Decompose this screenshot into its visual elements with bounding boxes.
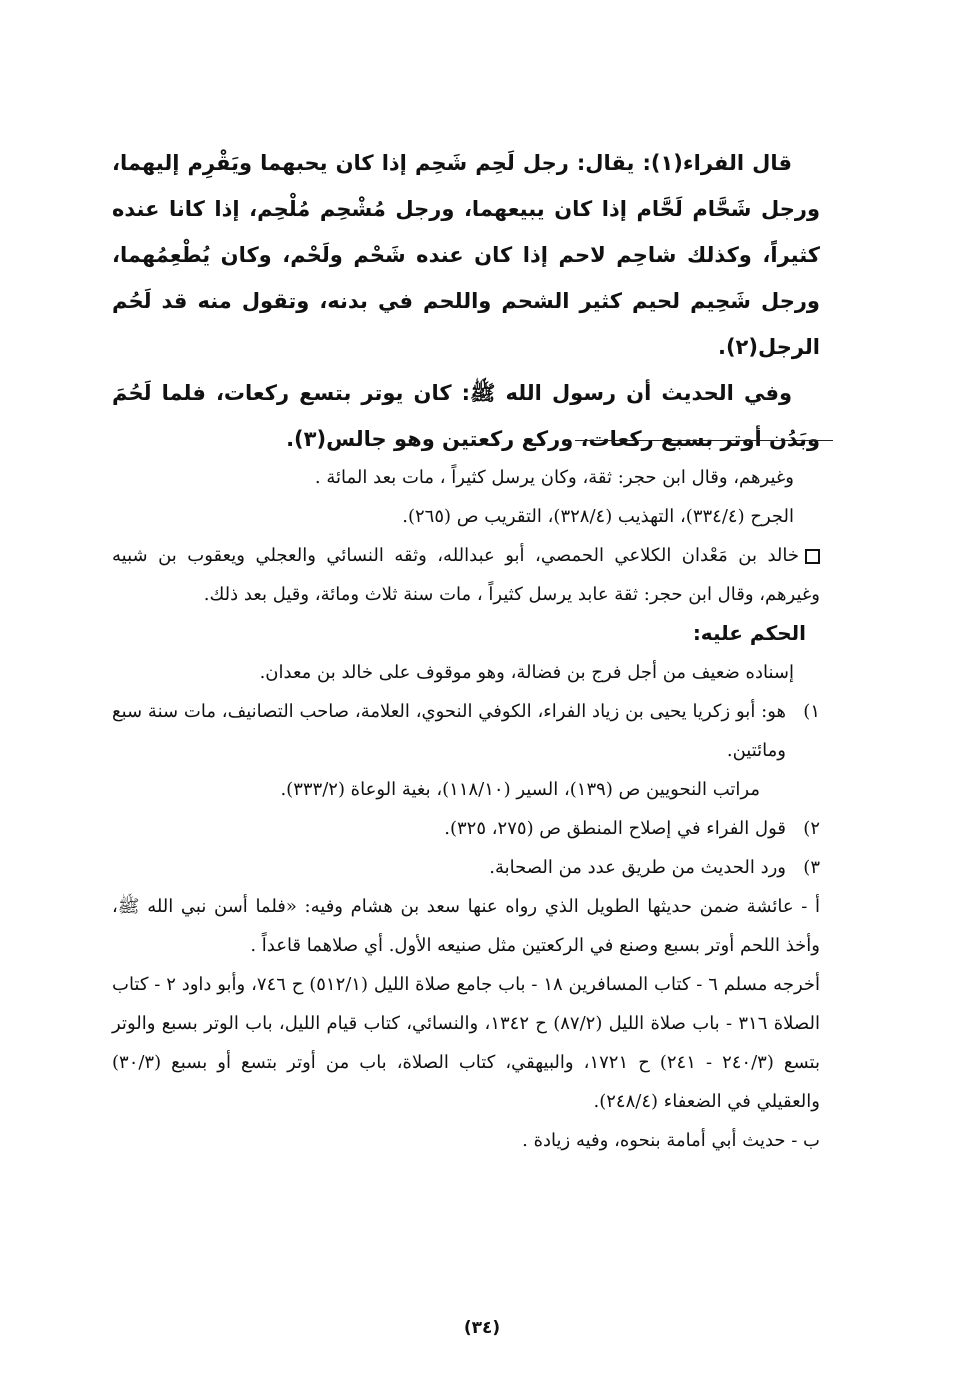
footnote-3-item-a: أ - عائشة ضمن حديثها الطويل الذي رواه عنها سعد بن هشام وفيه: «فلما أسن نبي الله ﷺ، وأخذ اللحم أوتر بسبع وصنع في الركعتين مثل صنيعه الأول. أي صلاهما قاعداً . [112, 896, 820, 956]
footnote-text: هو: أبو زكريا يحيى بن زياد الفراء، الكوفي النحوي، العلامة، صاحب التصانيف، مات سنة سبع ومائتين. [112, 701, 786, 761]
footnote-text: ورد الحديث من طريق عدد من الصحابة. [489, 857, 786, 878]
footnote-refs: مراتب النحويين ص (١٣٩)، السير (١١٨/١٠)، بغية الوعاة (٣٣٣/٢). [280, 779, 760, 800]
narrator-note-text: خالد بن مَعْدان الكلاعي الحمصي، أبو عبدالله، وثقه النسائي والعجلي ويعقوب بن شبيه وغيرهم، وقال ابن حجر: ثقة عابد يرسل كثيراً ، مات سنة ثلاث ومائة، وقيل بعد ذلك. [112, 545, 820, 605]
footnote-3 [112, 848, 820, 887]
square-bullet-icon [805, 549, 820, 564]
main-paragraph-1: قال الفراء(١): يقال: رجل لَحِم شَحِم إذا كان يحبهما ويَقْرِم إليهما، ورجل شَحَّام لَحَّام إذا كان يبيعهما، ورجل مُشْحِم مُلْحِم، إذا كانا عنده كثيراً، وكذلك شاحِم لاحم إذا كان عنده شَحْم ولَحْم، وكان يُطْعِمُهما، ورجل شَحِيم لحيم كثير الشحم واللحم في بدنه، وتقول منه قد لَحُم الرجل(٢). [112, 151, 820, 359]
continued-note-refs: الجرح (٣٣٤/٤)، التهذيب (٣٢٨/٤)، التقريب ص (٢٦٥). [402, 506, 794, 527]
continued-note-line: وغيرهم، وقال ابن حجر: ثقة، وكان يرسل كثيراً ، مات بعد المائة . [314, 467, 794, 488]
footnote-number: ٢) [803, 818, 820, 839]
footnote-3-item-b: ب - حديث أبي أمامة بنحوه، وفيه زيادة . [522, 1130, 820, 1151]
main-text [112, 140, 820, 462]
footnote-1 [112, 692, 820, 809]
narrator-note [112, 536, 820, 614]
main-paragraph-2: وفي الحديث أن رسول الله ﷺ: كان يوتر بتسع ركعات، فلما لَحُمَ وبَدُن أوتر بسبع ركعات، وركع ركعتين وهو جالس(٣). [112, 381, 820, 451]
page-number: (٣٤) [463, 1318, 501, 1338]
footnote-number: ١) [803, 701, 820, 722]
ruling-heading: الحكم عليه: [692, 621, 806, 645]
footnote-2 [112, 809, 820, 848]
footnote-text: قول الفراء في إصلاح المنطق ص (٢٧٥، ٣٢٥). [444, 818, 786, 839]
footnotes [112, 458, 820, 1160]
ruling-text: إسناده ضعيف من أجل فرج بن فضالة، وهو موقوف على خالد بن معدان. [259, 662, 794, 683]
footnote-number: ٣) [803, 857, 820, 878]
footnote-separator [575, 440, 833, 441]
footnote-3-takhrij: أخرجه مسلم ٦ - كتاب المسافرين ١٨ - باب جامع صلاة الليل (٥١٢/١) ح ٧٤٦، وأبو داود ٢ - كتاب الصلاة ٣١٦ - باب صلاة الليل (٨٧/٢) ح ١٣٤٢، والنسائي، كتاب قيام الليل، باب الوتر بسبع والوتر بتسع (٢٤٠/٣ - ٢٤١) ح ١٧٢١، والبيهقي، كتاب الصلاة، باب من أوتر بتسع أو بسبع (٣٠/٣) والعقيلي في الضعفاء (٢٤٨/٤). [112, 974, 821, 1112]
